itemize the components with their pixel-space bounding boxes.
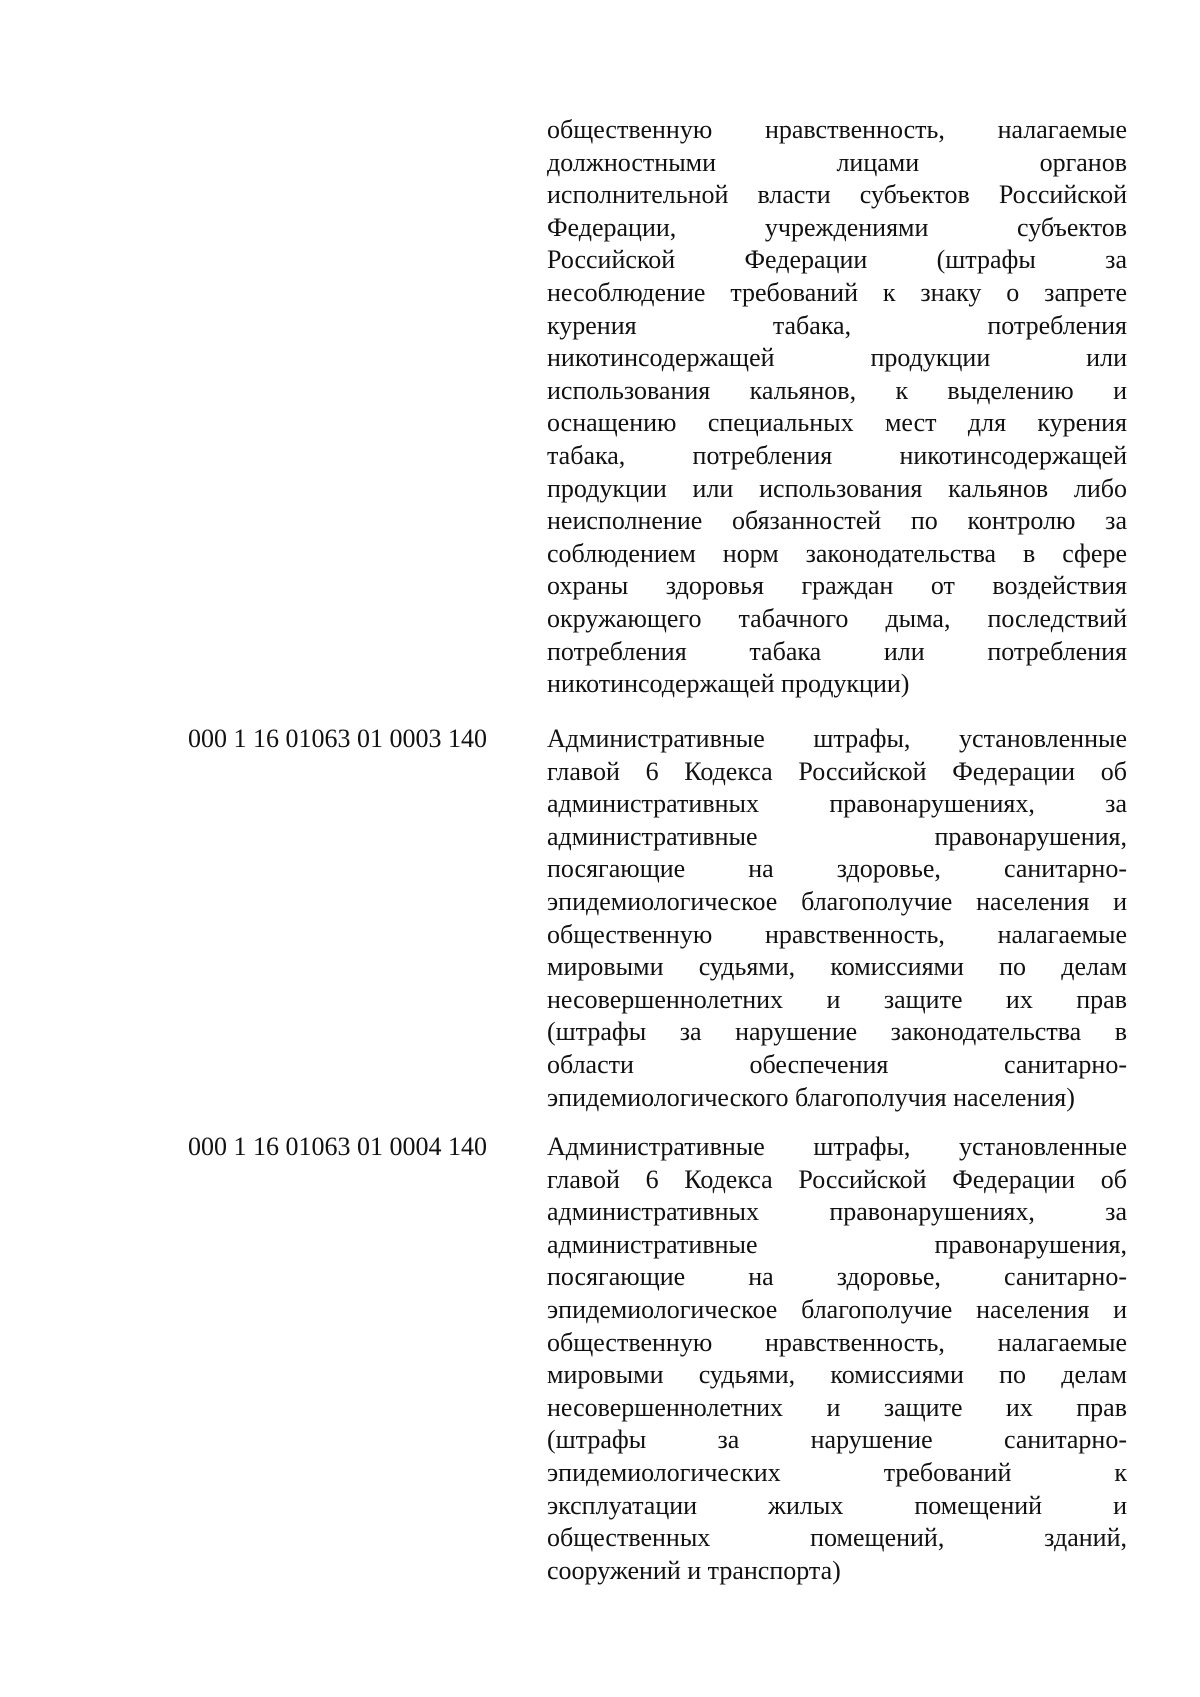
description-line: административных правонарушениях, за — [547, 789, 1127, 819]
row-description — [547, 114, 1127, 701]
description-line: охраны здоровья граждан от воздействия — [547, 571, 1127, 601]
description-line: административных правонарушениях, за — [547, 1197, 1127, 1227]
description-line: неисполнение обязанностей по контролю за — [547, 506, 1127, 536]
row-description — [547, 1131, 1127, 1587]
budget-code: 000 1 16 01063 01 0004 140 — [188, 1132, 487, 1161]
description-line: (штрафы за нарушение законодательства в — [547, 1017, 1127, 1047]
description-line: посягающие на здоровье, санитарно- — [547, 1262, 1127, 1292]
description-line: несоблюдение требований к знаку о запрете — [547, 277, 1127, 307]
description-line: исполнительной власти субъектов Российской — [547, 180, 1127, 210]
description-line: мировыми судьями, комиссиями по делам — [547, 952, 1127, 982]
description-line: оснащению специальных мест для курения — [547, 408, 1127, 438]
description-line: эпидемиологических требований к — [547, 1457, 1127, 1487]
description-line: потребления табака или потребления — [547, 636, 1127, 666]
description-line: административные правонарушения, — [547, 821, 1127, 851]
description-line: эпидемиологическое благополучие населения и — [547, 1294, 1127, 1324]
description-line: общественную нравственность, налагаемые — [547, 919, 1127, 949]
description-line: использования кальянов, к выделению и — [547, 375, 1127, 405]
description-line: главой 6 Кодекса Российской Федерации об — [547, 1164, 1127, 1194]
description-line: (штрафы за нарушение санитарно- — [547, 1425, 1127, 1455]
description-line: сооружений и транспорта) — [547, 1555, 841, 1585]
description-line: посягающие на здоровье, санитарно- — [547, 854, 1127, 884]
budget-code: 000 1 16 01063 01 0003 140 — [188, 724, 487, 753]
description-line: никотинсодержащей продукции) — [547, 669, 910, 699]
description-line: Административные штрафы, установленные — [547, 724, 1127, 753]
description-line: мировыми судьями, комиссиями по делам — [547, 1360, 1127, 1390]
description-line: Административные штрафы, установленные — [547, 1132, 1127, 1161]
description-line: должностными лицами органов — [547, 147, 1127, 177]
description-line: Российской Федерации (штрафы за — [547, 245, 1127, 275]
description-line: административные правонарушения, — [547, 1229, 1127, 1259]
description-line: общественных помещений, зданий, — [547, 1523, 1127, 1553]
description-line: несовершеннолетних и защите их прав — [547, 1392, 1127, 1422]
description-line: главой 6 Кодекса Российской Федерации об — [547, 756, 1127, 786]
description-line: эпидемиологического благополучия населения) — [547, 1082, 1075, 1112]
description-line: никотинсодержащей продукции или — [547, 343, 1127, 373]
description-line: эксплуатации жилых помещений и — [547, 1490, 1127, 1520]
description-line: Федерации, учреждениями субъектов — [547, 212, 1127, 242]
description-line: продукции или использования кальянов либо — [547, 473, 1127, 503]
description-line: области обеспечения санитарно- — [547, 1049, 1127, 1079]
description-line: общественную нравственность, налагаемые — [547, 1327, 1127, 1357]
description-line: курения табака, потребления — [547, 310, 1127, 340]
row-description — [547, 723, 1127, 1114]
description-line: окружающего табачного дыма, последствий — [547, 603, 1127, 633]
description-line: общественную нравственность, налагаемые — [547, 115, 1127, 144]
description-line: соблюдением норм законодательства в сфере — [547, 538, 1127, 568]
description-line: табака, потребления никотинсодержащей — [547, 440, 1127, 470]
description-line: эпидемиологическое благополучие населения и — [547, 886, 1127, 916]
description-line: несовершеннолетних и защите их прав — [547, 984, 1127, 1014]
